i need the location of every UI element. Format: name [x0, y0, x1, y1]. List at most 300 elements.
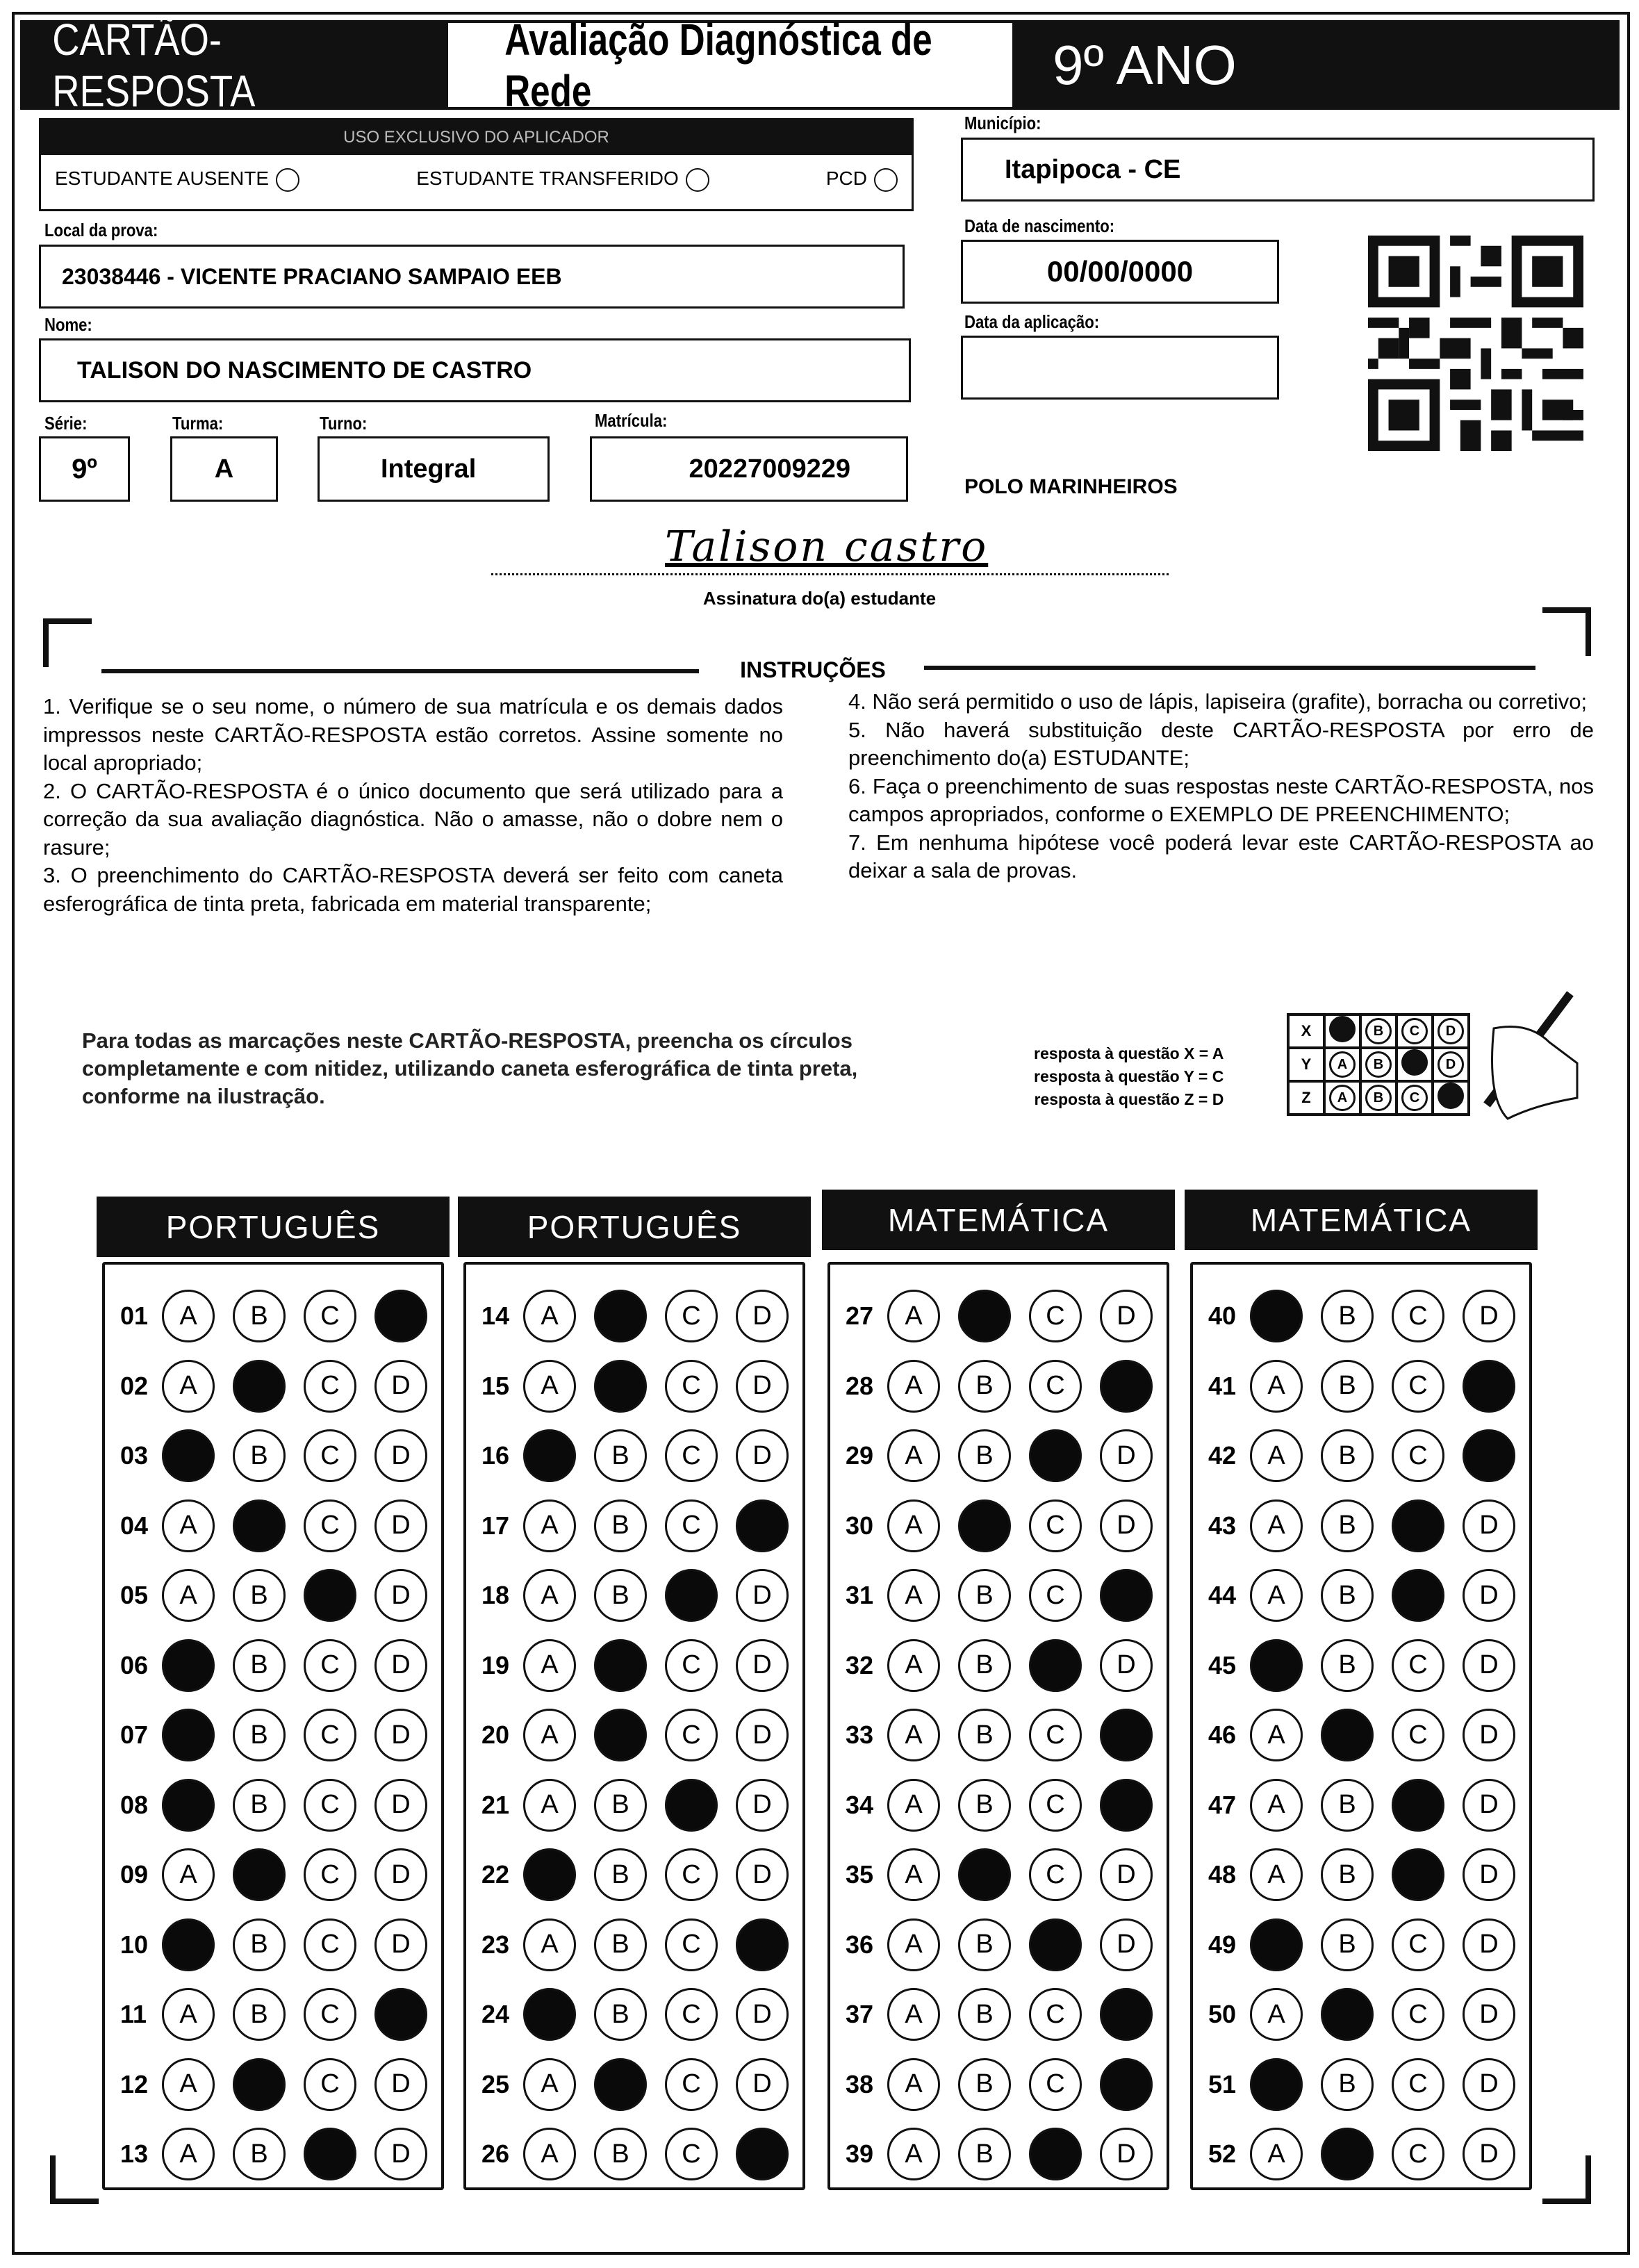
answer-bubble-b[interactable]: B: [958, 1918, 1011, 1971]
grade-label: 9º ANO: [1012, 20, 1620, 110]
answer-bubble-b[interactable]: [1321, 1709, 1374, 1761]
answer-bubble-c[interactable]: C: [304, 1709, 356, 1761]
answer-bubble-d[interactable]: D: [374, 1569, 427, 1622]
instruction-7: 7. Em nenhuma hipótese você poderá levar este CARTÃO-RESPOSTA ao deixar a sala de provas.: [848, 830, 1594, 882]
answer-bubble-a[interactable]: A: [887, 1918, 940, 1971]
answer-bubble-d[interactable]: D: [1100, 1918, 1153, 1971]
answer-bubble-c[interactable]: C: [1392, 1918, 1444, 1971]
answer-bubble-d[interactable]: [1100, 2058, 1153, 2111]
answer-bubble-a[interactable]: A: [523, 1709, 576, 1761]
example-bubble-c: C: [1401, 1018, 1428, 1044]
question-row: [1193, 1288, 1529, 1344]
question-number: 28: [846, 1371, 874, 1400]
answer-bubble-b[interactable]: B: [594, 2128, 647, 2180]
answer-bubble-a[interactable]: A: [523, 1569, 576, 1622]
answer-bubble-c[interactable]: [665, 1569, 718, 1622]
answer-bubble-d[interactable]: D: [374, 2128, 427, 2180]
answer-bubble-b[interactable]: B: [1321, 1848, 1374, 1901]
answer-bubble-a[interactable]: A: [162, 1499, 215, 1552]
signature-handwriting: Talison castro: [665, 523, 989, 571]
question-number: 49: [1208, 1930, 1237, 1959]
answer-bubble-a[interactable]: [162, 1709, 215, 1761]
answer-bubble-a[interactable]: A: [162, 2058, 215, 2111]
question-row: [830, 1638, 1167, 1693]
name-label: Nome:: [44, 314, 92, 335]
answer-bubble-b[interactable]: [1321, 1988, 1374, 2041]
pcd-option[interactable]: [826, 167, 898, 192]
answer-bubble-c[interactable]: [1029, 1639, 1082, 1692]
answer-bubble-d[interactable]: D: [736, 2058, 789, 2111]
answer-bubble-b[interactable]: B: [594, 1499, 647, 1552]
answer-bubble-a[interactable]: A: [1250, 1569, 1303, 1622]
instruction-5: 5. Não haverá substituição deste CARTÃO-RESPOSTA por erro de preenchimento do(a) ESTUDANTE;: [848, 717, 1594, 770]
question-number: 38: [846, 2069, 874, 2098]
answer-bubble-a[interactable]: A: [162, 2128, 215, 2180]
answer-bubble-b[interactable]: B: [958, 1569, 1011, 1622]
answer-bubble-c[interactable]: C: [1029, 2058, 1082, 2111]
answer-bubble-a[interactable]: A: [1250, 2128, 1303, 2180]
answer-bubble-b[interactable]: B: [594, 1779, 647, 1832]
answer-bubble-b[interactable]: [233, 1360, 286, 1413]
question-row: [830, 1428, 1167, 1484]
answer-bubble-b[interactable]: B: [958, 2128, 1011, 2180]
question-number: 22: [481, 1860, 510, 1889]
answer-bubble-a[interactable]: A: [523, 1290, 576, 1342]
answer-bubble-b[interactable]: [958, 1290, 1011, 1342]
answer-bubble-a[interactable]: A: [887, 1569, 940, 1622]
answer-bubble-a[interactable]: [162, 1639, 215, 1692]
question-number: 09: [120, 1860, 149, 1889]
serie-label: Série:: [44, 413, 88, 434]
corner-mark-br: [1542, 2155, 1591, 2204]
question-row: [105, 1498, 441, 1554]
answer-bubble-d[interactable]: [374, 1988, 427, 2041]
answer-bubble-b[interactable]: B: [958, 2058, 1011, 2111]
answer-bubble-d[interactable]: D: [1463, 1569, 1515, 1622]
question-number: 48: [1208, 1860, 1237, 1889]
answer-bubble-c[interactable]: C: [1029, 1779, 1082, 1832]
example-row: [1288, 1014, 1469, 1048]
signature-line[interactable]: [491, 523, 1169, 575]
question-row: [466, 1917, 802, 1973]
answer-bubble-d[interactable]: D: [1463, 2128, 1515, 2180]
example-cell: [1397, 1048, 1433, 1081]
answer-bubble-d[interactable]: D: [736, 1360, 789, 1413]
question-number: 26: [481, 2139, 510, 2168]
answer-bubble-b[interactable]: [594, 1709, 647, 1761]
answer-bubble-d[interactable]: D: [1463, 1918, 1515, 1971]
answer-bubble-c[interactable]: C: [1029, 1290, 1082, 1342]
question-row: [105, 1358, 441, 1414]
question-number: 21: [481, 1790, 510, 1819]
applicator-box: [39, 118, 914, 211]
answer-bubble-d[interactable]: D: [1463, 1499, 1515, 1552]
answer-bubble-c[interactable]: [1029, 1918, 1082, 1971]
answer-bubble-a[interactable]: A: [1250, 1779, 1303, 1832]
absent-bubble[interactable]: [276, 168, 299, 192]
answer-bubble-b[interactable]: B: [594, 1848, 647, 1901]
answer-bubble-c[interactable]: C: [1392, 1360, 1444, 1413]
answer-bubble-c[interactable]: C: [1392, 1988, 1444, 2041]
answer-bubble-a[interactable]: [162, 1429, 215, 1482]
answer-bubble-d[interactable]: D: [1100, 1429, 1153, 1482]
answer-bubble-a[interactable]: A: [1250, 1988, 1303, 2041]
signature-label: Assinatura do(a) estudante: [702, 588, 937, 609]
answer-bubble-a[interactable]: A: [887, 1290, 940, 1342]
answer-bubble-d[interactable]: [736, 2128, 789, 2180]
answer-bubble-d[interactable]: D: [1463, 1988, 1515, 2041]
example-cell: [1433, 1081, 1469, 1115]
answer-bubble-b[interactable]: B: [1321, 1360, 1374, 1413]
answer-bubble-a[interactable]: A: [162, 1360, 215, 1413]
instruction-1: 1. Verifique se o seu nome, o número de sua matrícula e os demais dados impressos neste CARTÃO-RESPOSTA estão corretos. Assine somente no local apropriado;: [43, 694, 783, 775]
answer-bubble-a[interactable]: A: [887, 1848, 940, 1901]
answer-bubble-b[interactable]: B: [958, 1709, 1011, 1761]
answer-bubble-d[interactable]: [374, 1290, 427, 1342]
answer-bubble-c[interactable]: C: [304, 1848, 356, 1901]
answer-bubble-d[interactable]: D: [374, 1848, 427, 1901]
answer-bubble-d[interactable]: D: [736, 1290, 789, 1342]
answer-bubble-d[interactable]: D: [374, 1429, 427, 1482]
answer-bubble-c[interactable]: C: [665, 1709, 718, 1761]
corner-mark-bl: [50, 2155, 99, 2204]
question-number: 25: [481, 2069, 510, 2098]
absent-option[interactable]: [55, 167, 299, 192]
answer-bubble-c[interactable]: C: [1029, 1499, 1082, 1552]
question-number: 30: [846, 1511, 874, 1540]
answer-bubble-d[interactable]: D: [374, 2058, 427, 2111]
answer-bubble-b[interactable]: [233, 2058, 286, 2111]
answer-bubble-a[interactable]: A: [162, 1988, 215, 2041]
answer-bubble-c[interactable]: [304, 2128, 356, 2180]
answer-bubble-c[interactable]: C: [304, 1360, 356, 1413]
hand-pen-icon: [1473, 987, 1584, 1147]
answer-bubble-a[interactable]: A: [523, 1639, 576, 1692]
example-bubble-a: A: [1329, 1051, 1356, 1078]
answer-bubble-c[interactable]: [1029, 2128, 1082, 2180]
answer-bubble-d[interactable]: D: [1463, 2058, 1515, 2111]
answer-bubble-a[interactable]: [1250, 1918, 1303, 1971]
answer-bubble-a[interactable]: A: [523, 1779, 576, 1832]
answer-bubble-b[interactable]: B: [1321, 2058, 1374, 2111]
answer-bubble-a[interactable]: A: [162, 1290, 215, 1342]
answer-bubble-c[interactable]: [665, 1779, 718, 1832]
answer-bubble-b[interactable]: B: [233, 1918, 286, 1971]
answer-bubble-c[interactable]: C: [1392, 1290, 1444, 1342]
answer-bubble-c[interactable]: C: [665, 1499, 718, 1552]
answer-bubble-d[interactable]: [1100, 1360, 1153, 1413]
question-row: [105, 1568, 441, 1623]
answer-bubble-d[interactable]: D: [736, 1848, 789, 1901]
question-number: 06: [120, 1650, 149, 1679]
answer-bubble-d[interactable]: [1463, 1429, 1515, 1482]
answer-bubble-d[interactable]: D: [736, 1639, 789, 1692]
question-row: [466, 1987, 802, 2042]
answer-bubble-a[interactable]: A: [162, 1848, 215, 1901]
answer-bubble-c[interactable]: C: [1392, 1429, 1444, 1482]
question-number: 41: [1208, 1371, 1237, 1400]
instructions-left: [43, 693, 783, 918]
answer-bubble-d[interactable]: D: [1100, 2128, 1153, 2180]
answer-bubble-b[interactable]: B: [1321, 1499, 1374, 1552]
answer-bubble-d[interactable]: [1463, 1360, 1515, 1413]
instructions-rule-left: [101, 669, 699, 673]
answer-box: [463, 1262, 805, 2190]
answer-bubble-b[interactable]: [594, 1360, 647, 1413]
question-row: [1193, 1707, 1529, 1763]
answer-bubble-c[interactable]: C: [665, 1360, 718, 1413]
example-legend: [1034, 1042, 1224, 1111]
example-row: [1288, 1081, 1469, 1115]
answer-bubble-b[interactable]: B: [1321, 1918, 1374, 1971]
answer-bubble-c[interactable]: C: [304, 2058, 356, 2111]
answer-bubble-b[interactable]: [594, 2058, 647, 2111]
question-row: [105, 1707, 441, 1763]
answer-bubble-b[interactable]: [958, 1499, 1011, 1552]
answer-bubble-b[interactable]: B: [233, 1779, 286, 1832]
answer-bubble-d[interactable]: [736, 1918, 789, 1971]
answer-bubble-d[interactable]: D: [736, 1988, 789, 2041]
answer-bubble-d[interactable]: D: [736, 1709, 789, 1761]
answer-bubble-b[interactable]: [1321, 2128, 1374, 2180]
example-bubble-b: B: [1365, 1085, 1392, 1111]
answer-bubble-c[interactable]: C: [665, 1429, 718, 1482]
answer-bubble-c[interactable]: C: [1392, 2058, 1444, 2111]
question-number: 05: [120, 1581, 149, 1609]
answer-bubble-d[interactable]: [1100, 1709, 1153, 1761]
answer-bubble-c[interactable]: [1029, 1429, 1082, 1482]
answer-bubble-b[interactable]: B: [233, 1290, 286, 1342]
answer-bubble-a[interactable]: A: [887, 1709, 940, 1761]
question-number: 07: [120, 1720, 149, 1749]
question-row: [1193, 2057, 1529, 2112]
question-number: 40: [1208, 1301, 1237, 1330]
answer-bubble-c[interactable]: C: [304, 1918, 356, 1971]
answer-bubble-a[interactable]: [523, 1429, 576, 1482]
answer-bubble-b[interactable]: B: [1321, 1569, 1374, 1622]
answer-bubble-c[interactable]: [304, 1569, 356, 1622]
answer-bubble-d[interactable]: [1100, 1988, 1153, 2041]
answer-bubble-d[interactable]: D: [374, 1360, 427, 1413]
answer-bubble-c[interactable]: C: [1392, 1639, 1444, 1692]
answer-bubble-c[interactable]: C: [665, 2058, 718, 2111]
answer-bubble-b[interactable]: [594, 1639, 647, 1692]
answer-bubble-c[interactable]: [1392, 1848, 1444, 1901]
answer-bubble-b[interactable]: B: [1321, 1290, 1374, 1342]
question-row: [830, 1777, 1167, 1833]
question-row: [830, 2057, 1167, 2112]
instruction-6: 6. Faça o preenchimento de suas respostas neste CARTÃO-RESPOSTA, nos campos apropriados, conforme o EXEMPLO DE PREENCHIMENTO;: [848, 773, 1594, 826]
corner-mark-tr: [1542, 607, 1591, 656]
answer-bubble-a[interactable]: [1250, 1639, 1303, 1692]
answer-bubble-a[interactable]: A: [1250, 1709, 1303, 1761]
answer-bubble-b[interactable]: B: [1321, 1779, 1374, 1832]
answer-bubble-b[interactable]: B: [594, 1429, 647, 1482]
answer-bubble-c[interactable]: C: [304, 1639, 356, 1692]
answer-bubble-c[interactable]: C: [665, 1848, 718, 1901]
answer-bubble-a[interactable]: A: [887, 2058, 940, 2111]
question-row: [105, 2057, 441, 2112]
answer-bubble-a[interactable]: A: [1250, 1499, 1303, 1552]
answer-bubble-c[interactable]: C: [304, 1290, 356, 1342]
answer-bubble-b[interactable]: [594, 1290, 647, 1342]
answer-bubble-d[interactable]: D: [1100, 1290, 1153, 1342]
question-row: [1193, 1428, 1529, 1484]
answer-bubble-a[interactable]: A: [887, 2128, 940, 2180]
question-row: [105, 1777, 441, 1833]
answer-bubble-d[interactable]: D: [374, 1918, 427, 1971]
municipio-field: Itapipoca - CE: [961, 138, 1595, 202]
question-row: [1193, 2126, 1529, 2182]
question-row: [1193, 1358, 1529, 1414]
answer-bubble-a[interactable]: A: [523, 2058, 576, 2111]
answer-bubble-a[interactable]: A: [523, 2128, 576, 2180]
answer-bubble-c[interactable]: C: [665, 1988, 718, 2041]
question-number: 11: [120, 2000, 147, 2028]
question-number: 51: [1208, 2069, 1237, 2098]
answer-bubble-a[interactable]: A: [162, 1569, 215, 1622]
answer-bubble-c[interactable]: C: [304, 1779, 356, 1832]
answer-bubble-b[interactable]: B: [233, 1429, 286, 1482]
answer-bubble-a[interactable]: A: [1250, 1848, 1303, 1901]
question-row: [830, 1707, 1167, 1763]
question-number: 35: [846, 1860, 874, 1889]
answer-bubble-d[interactable]: D: [1100, 1848, 1153, 1901]
pcd-bubble[interactable]: [874, 168, 898, 192]
answer-bubble-c[interactable]: C: [1029, 1848, 1082, 1901]
question-number: 52: [1208, 2139, 1237, 2168]
answer-bubble-b[interactable]: B: [594, 1569, 647, 1622]
municipio-label: Município:: [964, 113, 1041, 133]
question-number: 17: [481, 1511, 510, 1540]
question-number: 15: [481, 1371, 510, 1400]
answer-bubble-a[interactable]: [523, 1988, 576, 2041]
answer-bubble-b[interactable]: B: [958, 1988, 1011, 2041]
answer-bubble-a[interactable]: A: [523, 1918, 576, 1971]
answer-bubble-d[interactable]: D: [374, 1639, 427, 1692]
answer-bubble-a[interactable]: A: [887, 1988, 940, 2041]
question-row: [1193, 1777, 1529, 1833]
answer-bubble-a[interactable]: A: [523, 1499, 576, 1552]
answer-bubble-d[interactable]: D: [736, 1569, 789, 1622]
transferred-option[interactable]: [416, 167, 709, 192]
answer-bubble-b[interactable]: B: [1321, 1429, 1374, 1482]
answer-bubble-a[interactable]: A: [887, 1429, 940, 1482]
answer-bubble-a[interactable]: A: [887, 1779, 940, 1832]
answer-bubble-d[interactable]: D: [1463, 1639, 1515, 1692]
answer-bubble-c[interactable]: C: [1392, 2128, 1444, 2180]
answer-bubble-c[interactable]: [1392, 1499, 1444, 1552]
answer-bubble-d[interactable]: D: [1463, 1779, 1515, 1832]
answer-bubble-d[interactable]: D: [1463, 1290, 1515, 1342]
answer-bubble-d[interactable]: D: [1100, 1639, 1153, 1692]
answer-bubble-a[interactable]: [523, 1848, 576, 1901]
question-row: [105, 1987, 441, 2042]
answer-bubble-a[interactable]: [162, 1918, 215, 1971]
question-number: 50: [1208, 2000, 1237, 2028]
answer-bubble-b[interactable]: B: [233, 2128, 286, 2180]
question-row: [466, 1568, 802, 1623]
page-title: Avaliação Diagnóstica de Rede: [448, 20, 1012, 110]
example-cell: [1324, 1014, 1360, 1048]
answer-bubble-b[interactable]: [233, 1499, 286, 1552]
answer-bubble-b[interactable]: B: [1321, 1639, 1374, 1692]
answer-bubble-c[interactable]: C: [1029, 1709, 1082, 1761]
answer-bubble-c[interactable]: C: [304, 1988, 356, 2041]
answer-bubble-b[interactable]: B: [594, 1918, 647, 1971]
answer-bubble-d[interactable]: D: [374, 1709, 427, 1761]
answer-bubble-d[interactable]: D: [1463, 1848, 1515, 1901]
question-row: [466, 2126, 802, 2182]
answer-bubble-d[interactable]: D: [374, 1499, 427, 1552]
answer-bubble-a[interactable]: A: [887, 1499, 940, 1552]
answer-bubble-c[interactable]: C: [665, 2128, 718, 2180]
answer-bubble-b[interactable]: B: [233, 1988, 286, 2041]
question-number: 39: [846, 2139, 874, 2168]
answer-bubble-d[interactable]: D: [1463, 1709, 1515, 1761]
answer-bubble-b[interactable]: B: [958, 1779, 1011, 1832]
answer-bubble-b[interactable]: B: [958, 1639, 1011, 1692]
example-bubble-d: [1438, 1083, 1464, 1109]
answer-bubble-a[interactable]: A: [523, 1360, 576, 1413]
transferred-bubble[interactable]: [686, 168, 709, 192]
example-legend-z: resposta à questão Z = D: [1034, 1090, 1224, 1108]
answer-bubble-c[interactable]: C: [1029, 1360, 1082, 1413]
answer-bubble-a[interactable]: [162, 1779, 215, 1832]
answer-bubble-a[interactable]: A: [887, 1360, 940, 1413]
answer-bubble-a[interactable]: A: [1250, 1360, 1303, 1413]
answer-bubble-c[interactable]: C: [665, 1639, 718, 1692]
answer-bubble-c[interactable]: [1392, 1779, 1444, 1832]
answer-bubble-c[interactable]: C: [1029, 1988, 1082, 2041]
answer-bubble-d[interactable]: D: [374, 1779, 427, 1832]
answer-bubble-c[interactable]: C: [665, 1918, 718, 1971]
answer-bubble-d[interactable]: [1100, 1779, 1153, 1832]
question-row: [830, 1568, 1167, 1623]
answer-bubble-d[interactable]: D: [736, 1779, 789, 1832]
answer-bubble-a[interactable]: A: [1250, 1429, 1303, 1482]
answer-bubble-b[interactable]: [958, 1848, 1011, 1901]
answer-bubble-c[interactable]: C: [304, 1499, 356, 1552]
answer-bubble-a[interactable]: [1250, 1290, 1303, 1342]
question-number: 42: [1208, 1441, 1237, 1470]
answer-bubble-b[interactable]: B: [958, 1360, 1011, 1413]
answer-bubble-a[interactable]: A: [887, 1639, 940, 1692]
answer-bubble-c[interactable]: C: [1029, 1569, 1082, 1622]
answer-bubble-a[interactable]: [1250, 2058, 1303, 2111]
instructions-rule-right: [924, 666, 1535, 670]
answer-bubble-b[interactable]: B: [233, 1569, 286, 1622]
section-header: PORTUGUÊS: [458, 1197, 811, 1257]
answer-bubble-d[interactable]: [736, 1499, 789, 1552]
answer-bubble-b[interactable]: B: [233, 1709, 286, 1761]
question-number: 01: [120, 1301, 149, 1330]
answer-bubble-c[interactable]: C: [1392, 1709, 1444, 1761]
answer-bubble-d[interactable]: D: [736, 1429, 789, 1482]
answer-bubble-c[interactable]: C: [304, 1429, 356, 1482]
answer-bubble-c[interactable]: C: [665, 1290, 718, 1342]
answer-bubble-b[interactable]: B: [594, 1988, 647, 2041]
question-number: 02: [120, 1371, 149, 1400]
answer-bubble-b[interactable]: [233, 1848, 286, 1901]
answer-bubble-c[interactable]: [1392, 1569, 1444, 1622]
answer-bubble-d[interactable]: D: [1100, 1499, 1153, 1552]
answer-bubble-b[interactable]: B: [233, 1639, 286, 1692]
answer-box: [1190, 1262, 1532, 2190]
answer-bubble-d[interactable]: [1100, 1569, 1153, 1622]
example-cell: [1397, 1014, 1433, 1048]
answer-bubble-b[interactable]: B: [958, 1429, 1011, 1482]
